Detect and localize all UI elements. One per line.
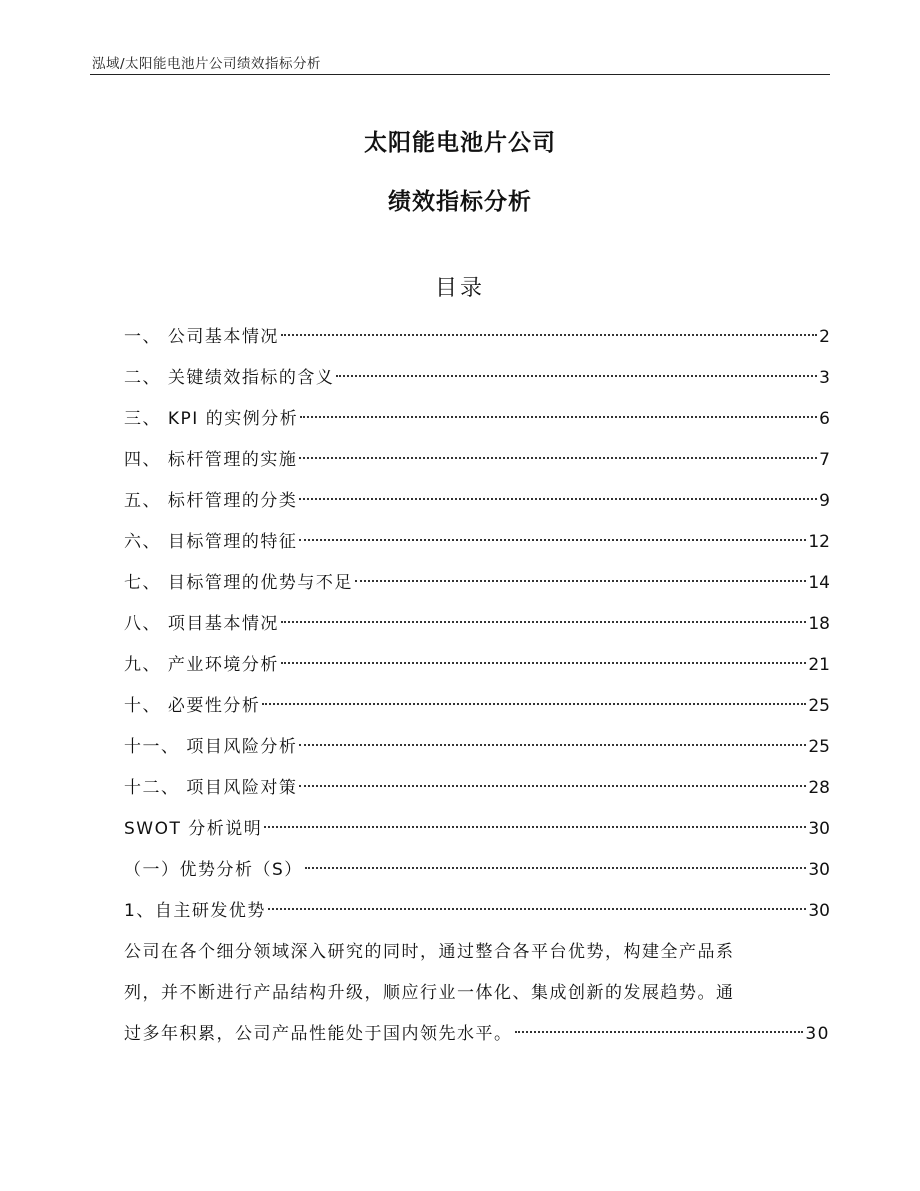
toc-entry[interactable]: [124, 481, 830, 522]
toc-entry-label: 五、 标杆管理的分类: [124, 491, 298, 511]
toc-leader-dots: [281, 662, 806, 664]
toc-entry-page: 18: [808, 614, 830, 634]
toc-leader-dots: [268, 908, 807, 910]
toc-entry-page: 30: [805, 1024, 830, 1044]
toc-entry[interactable]: [124, 686, 830, 727]
toc-entry-label: 1、自主研发优势: [124, 901, 266, 921]
toc-entry-label: 九、 产业环境分析: [124, 655, 279, 675]
toc-leader-dots: [300, 416, 817, 418]
toc-entry[interactable]: [124, 645, 830, 686]
toc-paragraph-entry[interactable]: [124, 932, 830, 1055]
toc-leader-dots: [515, 1031, 804, 1033]
toc-paragraph-line: 公司在各个细分领域深入研究的同时，通过整合各平台优势，构建全产品系: [124, 942, 735, 962]
toc-leader-dots: [299, 539, 806, 541]
toc-leader-dots: [262, 703, 806, 705]
toc-leader-dots: [264, 826, 806, 828]
toc-entry-page: 30: [808, 819, 830, 839]
toc-entry[interactable]: [124, 522, 830, 563]
toc-leader-dots: [281, 621, 806, 623]
toc-entry-label: 三、 KPI 的实例分析: [124, 409, 299, 429]
toc-entry-page: 6: [819, 409, 830, 429]
toc-entry-page: 7: [819, 450, 830, 470]
toc-entry-page: 25: [808, 737, 830, 757]
toc-entry-label: 四、 标杆管理的实施: [124, 450, 298, 470]
toc-heading: 目录: [434, 276, 485, 301]
toc-entry[interactable]: [124, 399, 830, 440]
toc-entry-page: 25: [808, 696, 830, 716]
toc-entry[interactable]: [124, 317, 830, 358]
toc-entry-label: 六、 目标管理的特征: [124, 532, 298, 552]
toc-leader-dots: [299, 457, 817, 459]
toc-leader-dots: [299, 785, 806, 787]
toc-entry-label: 十一、 项目风险分析: [124, 737, 298, 757]
toc-entry-label: SWOT 分析说明: [124, 819, 263, 839]
toc-entry[interactable]: [124, 440, 830, 481]
toc-paragraph-line: 过多年积累，公司产品性能处于国内领先水平。: [124, 1024, 513, 1044]
running-header: 泓域/太阳能电池片公司绩效指标分析: [92, 56, 322, 72]
toc-entry[interactable]: [124, 768, 830, 809]
toc-entry-page: 21: [808, 655, 830, 675]
toc-entry-label: 十二、 项目风险对策: [124, 778, 298, 798]
toc-entry-page: 28: [808, 778, 830, 798]
toc-paragraph-last-line: [124, 1014, 830, 1055]
table-of-contents: [124, 317, 830, 1055]
toc-entry[interactable]: [124, 850, 830, 891]
toc-entry[interactable]: [124, 727, 830, 768]
toc-entry-page: 9: [819, 491, 830, 511]
toc-entry[interactable]: [124, 809, 830, 850]
toc-entry-label: （一）优势分析（S）: [124, 860, 303, 880]
toc-entry[interactable]: [124, 891, 830, 932]
toc-entry-page: 12: [808, 532, 830, 552]
toc-leader-dots: [355, 580, 806, 582]
toc-entry[interactable]: [124, 563, 830, 604]
toc-entry-label: 十、 必要性分析: [124, 696, 261, 716]
toc-entry-page: 30: [808, 901, 830, 921]
toc-entry-page: 14: [808, 573, 830, 593]
toc-entry-label: 一、 公司基本情况: [124, 327, 279, 347]
toc-entry[interactable]: [124, 604, 830, 645]
toc-entry[interactable]: [124, 358, 830, 399]
toc-entry-page: 2: [819, 327, 830, 347]
toc-leader-dots: [299, 498, 817, 500]
toc-entry-label: 八、 项目基本情况: [124, 614, 279, 634]
toc-leader-dots: [299, 744, 806, 746]
toc-leader-dots: [281, 334, 817, 336]
toc-entry-label: 七、 目标管理的优势与不足: [124, 573, 353, 593]
toc-leader-dots: [336, 375, 817, 377]
toc-leader-dots: [305, 867, 807, 869]
document-title-line-2: 绩效指标分析: [388, 189, 532, 215]
toc-entry-label: 二、 关键绩效指标的含义: [124, 368, 335, 388]
toc-paragraph-line: 列，并不断进行产品结构升级，顺应行业一体化、集成创新的发展趋势。通: [124, 983, 735, 1003]
header-rule: [90, 74, 830, 75]
toc-entry-page: 30: [808, 860, 830, 880]
toc-entry-page: 3: [819, 368, 830, 388]
document-title-line-1: 太阳能电池片公司: [364, 130, 556, 156]
